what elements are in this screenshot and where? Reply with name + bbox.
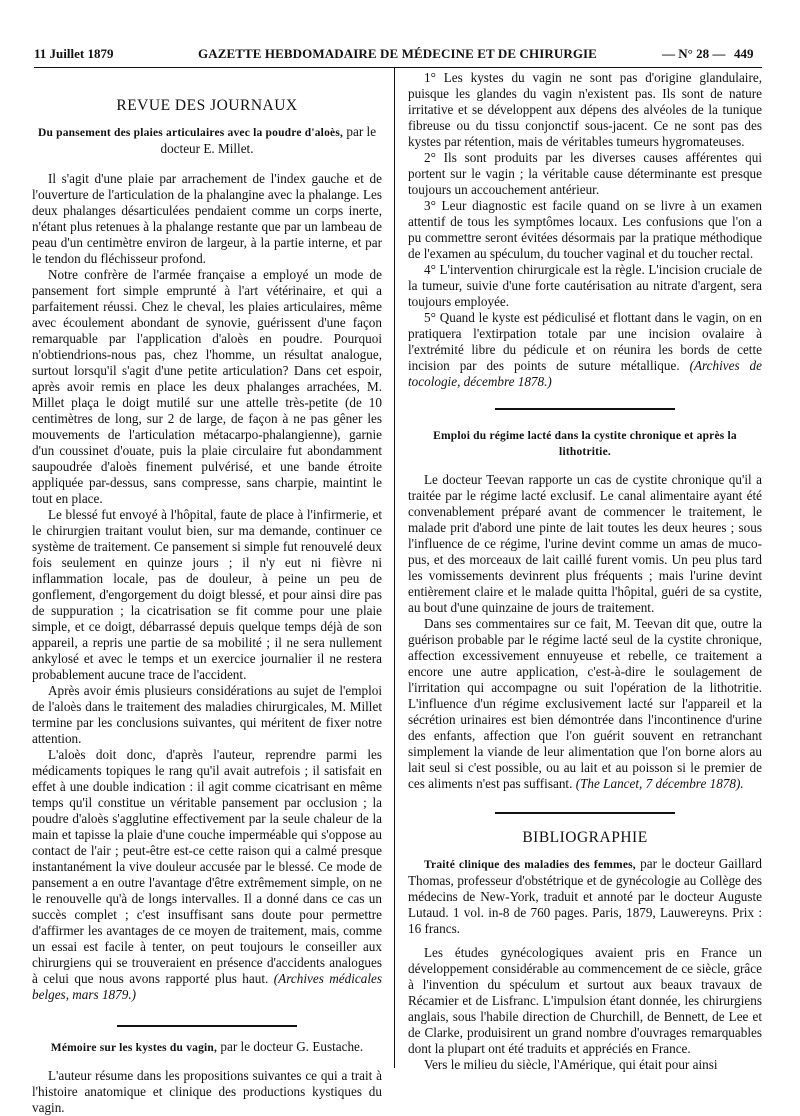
- article-title: Emploi du régime lacté dans la cystite chronique et après la lithotritie.: [433, 430, 737, 458]
- proposition: 2° Ils sont produits par les diverses causes afférentes qui portent sur le vagin ; la véritable cause déterminante est presque toujours un accouchement antérieur.: [408, 150, 762, 197]
- proposition: 1° Les kystes du vagin ne sont pas d'origine glandulaire, puisque les glandes du vagin n'existent pas. Ils sont de nature irritative et se développent aux dépens des alvéoles de la tunique fibreuse ou du tissu conjonctif sous-jacent. Ce ne sont pas des kystes par rétention, mais de véritables tumeurs hygromateuses.: [408, 70, 762, 149]
- paragraph: Vers le milieu du siècle, l'Amérique, qui était pour ainsi: [424, 1057, 718, 1072]
- page-number: 449: [734, 46, 754, 61]
- article-heading-kystes: [32, 1039, 382, 1056]
- right-column: [408, 70, 762, 1073]
- running-header: [34, 44, 754, 66]
- article-title: Mémoire sur les kystes du vagin,: [50, 1042, 218, 1054]
- paragraph: Le blessé fut envoyé à l'hôpital, faute de place à l'infirmerie, et le chirurgien traitant voulut bien, sur ma demande, continuer ce système de traitement. Ce pansement si simple fut renouvelé deux fois seulement en quinze jours ; il n'y eut ni fièvre ni inflammation locale, pas de douleur, à peine un peu de gonflement, d'engorgement du doigt blessé, et pour ainsi dire pas de suppuration ; la cicatrisation se fit comme pour une plaie simple, et ce doigt, débarrassé depuis quelque temps déjà de son appareil, a repris une partie de sa mobilité ; il ne sera nullement ankylosé et avec le temps et un exercice journalier il ne restera probablement aucune trace de l'accident.: [32, 507, 382, 682]
- source-citation: (Archives médicales belges, mars 1879.): [32, 971, 383, 1002]
- paragraph-text: Dans ses commentaires sur ce fait, M. Teevan dit que, outre la guérison probable par le régime lacté seul de la cystite chronique, affection excessivement ennuyeuse et rebelle, ce traitement a encore une autre application, c'est-à-dire le soulagement de l'irritation qui accompagne ou suit l'opération de la lithotritie. L'influence d'un régime exclusivement lacté sur l'appareil et la sécrétion urinaires est bien démontrée dans l'incontinence d'urine des enfants, affection que l'on guérit souvent en retranchant simplement la viande de leur alimentation que l'on borne alors au lait seul si c'est possible, ou au lait et au poisson si le premier de ces aliments n'est pas suffisant.: [408, 616, 762, 791]
- paragraph: L'auteur résume dans les propositions suivantes ce qui a trait à l'histoire anatomique et clinique des productions kystiques du vagin.: [32, 1068, 382, 1115]
- source-citation: (The Lancet, 7 décembre 1878).: [575, 776, 744, 791]
- column-separator: [394, 68, 395, 1068]
- proposition: 4° L'intervention chirurgicale est la règle. L'incision cruciale de la tumeur, suivie d'une forte cautérisation au nitrate d'argent, sera toujours employée.: [408, 262, 762, 309]
- proposition: [408, 310, 762, 390]
- paragraph: Les études gynécologiques avaient pris en France un développement considérable au commencement de ce siècle, grâce à l'invention du spéculum et surtout aux beaux travaux de Récamier et de Lisfranc. L'impulsion étant donnée, les chirurgiens anglais, sous l'habile direction de Churchill, de Bennett, de Lee et de Clarke, produisirent un grand nombre d'ouvrages remarquables dont la plupart ont été traduits et appréciés en France.: [408, 945, 762, 1056]
- proposition-text: 5° Quand le kyste est pédiculisé et flottant dans le vagin, on en pratiquera l'extirpation totale par une incision ovalaire à l'extrémité libre du pédicule et on réunira les bords de cette incision par des points de suture métallique.: [408, 310, 762, 373]
- journal-title: GAZETTE HEBDOMADAIRE DE MÉDECINE ET DE CHIRURGIE: [198, 46, 597, 61]
- article-author: par le docteur E. Millet.: [160, 124, 377, 156]
- source-citation: (Archives de tocologie, décembre 1878.): [408, 358, 762, 389]
- issue-date: 11 Juillet 1879: [34, 46, 114, 61]
- book-details: par le docteur Gaillard Thomas, professeur d'obstétrique et de gynécologie au Collège des médecins de New-York, traduit et annoté par le docteur Auguste Lutaud. 1 vol. in-8 de 760 pages. Paris, 1879, Lauwereyns. Prix : 16 francs.: [408, 856, 762, 936]
- issue-number: — N° 28 —: [662, 46, 726, 61]
- section-title: REVUE DES JOURNAUX: [116, 97, 298, 114]
- paragraph: Notre confrère de l'armée française a employé un mode de pansement fort simple emprunté à l'art vétérinaire, et qui a parfaitement réussi. Chez le cheval, les plaies articulaires, même avec écoulement abondant de synovie, guérissent d'une façon remarquable par l'application d'aloès en poudre. Pourquoi n'obtiendrions-nous pas, chez l'homme, un résultat analogue, surtout lorsqu'il s'agit d'une petite articulation? Dans cet espoir, après avoir remis en place les deux phalanges arrachées, M. Millet plaça le doigt mutilé sur une attelle très-petite (de 10 centimètres de long, sur 2 de large, de façon à ne pas gêner les mouvements de l'articulation métacarpo-phalangienne), garnie d'un coussinet d'ouate, puis la plaie circulaire fut abondamment saupoudrée d'aloès finement pulvérisé, et une bande étroite appliquée par-dessus, sans compresse, sans charpie, maintint le tout en place.: [32, 267, 382, 506]
- paragraph: Après avoir émis plusieurs considérations au sujet de l'emploi de l'aloès dans le traitement des maladies chirurgicales, M. Millet termine par les conclusions suivantes, qui méritent de fixer notre attention.: [32, 683, 382, 746]
- book-reference: [408, 856, 762, 937]
- bibliography-title: BIBLIOGRAPHIE: [522, 829, 648, 846]
- left-column: [32, 70, 382, 1116]
- article-title: Du pansement des plaies articulaires avec la poudre d'aloès,: [37, 127, 344, 139]
- article-author: par le docteur G. Eustache.: [217, 1039, 364, 1054]
- paragraph-text: L'aloès doit donc, d'après l'auteur, reprendre parmi les médicaments topiques le rang qu'il avait autrefois ; il satisfait en effet à une double indication : il agit comme cicatrisant en même temps qu'il constitue un véritable pansement par occlusion ; la poudre d'aloès s'agglutine effectivement par la seule chaleur de la main et tapisse la plaie d'une couche imperméable qui s'oppose au contact de l'air ; peut-être est-ce cette raison qui a calmé presque instantanément la vive douleur accusée par le blessé. Ce mode de pansement a en outre l'avantage d'être extrêmement simple, on ne le renouvelle qu'à de longs intervalles. Il a donné dans ce cas un succès complet ; c'est insuffisant sans doute pour permettre d'affirmer les avantages de ce moyen de traitement, mais, comme un essai est facile à tenter, on peut toujours le conseiller aux chirurgiens qui se trouveraient en présence d'accidents analogues à celui que nous avons rapporté plus haut.: [32, 747, 382, 986]
- paragraph: Le docteur Teevan rapporte un cas de cystite chronique qu'il a traitée par le régime lacté exclusif. Le canal alimentaire ayant été convenablement préparé avant de commencer le traitement, le malade prit d'abord une pinte de lait toutes les deux heures ; sous l'influence de ce régime, l'urine devint comme un amas de muco-pus, et des morceaux de lait caillé furent vomis. Un peu plus tard les vomissements devinrent plus fréquents ; mais l'urine devint entièrement claire et le malade quitta l'hôpital, guéri de sa cystite, au bout d'une quinzaine de jours de traitement.: [408, 472, 762, 615]
- proposition: 3° Leur diagnostic est facile quand on se livre à un examen attentif de tous les symptômes locaux. Les confusions que l'on a pu commettre seront évitées désormais par la pratique méthodique de l'examen au spéculum, du toucher vaginal et du toucher rectal.: [408, 198, 762, 261]
- book-title: Traité clinique des maladies des femmes,: [424, 859, 636, 871]
- paragraph: [32, 747, 382, 1003]
- article-heading-aloes: [32, 124, 382, 157]
- header-rule: [34, 67, 762, 68]
- paragraph: [408, 616, 762, 792]
- paragraph: Il s'agit d'une plaie par arrachement de l'index gauche et de l'ouverture de l'articulation de la phalangine avec la phalange. Les deux phalanges désarticulées pendaient comme un corps inerte, n'étant plus retenues à la phalange restante que par un lambeau de peau d'un centimètre environ de largeur, à la partie interne, et par le tendon du fléchisseur profond.: [32, 171, 382, 266]
